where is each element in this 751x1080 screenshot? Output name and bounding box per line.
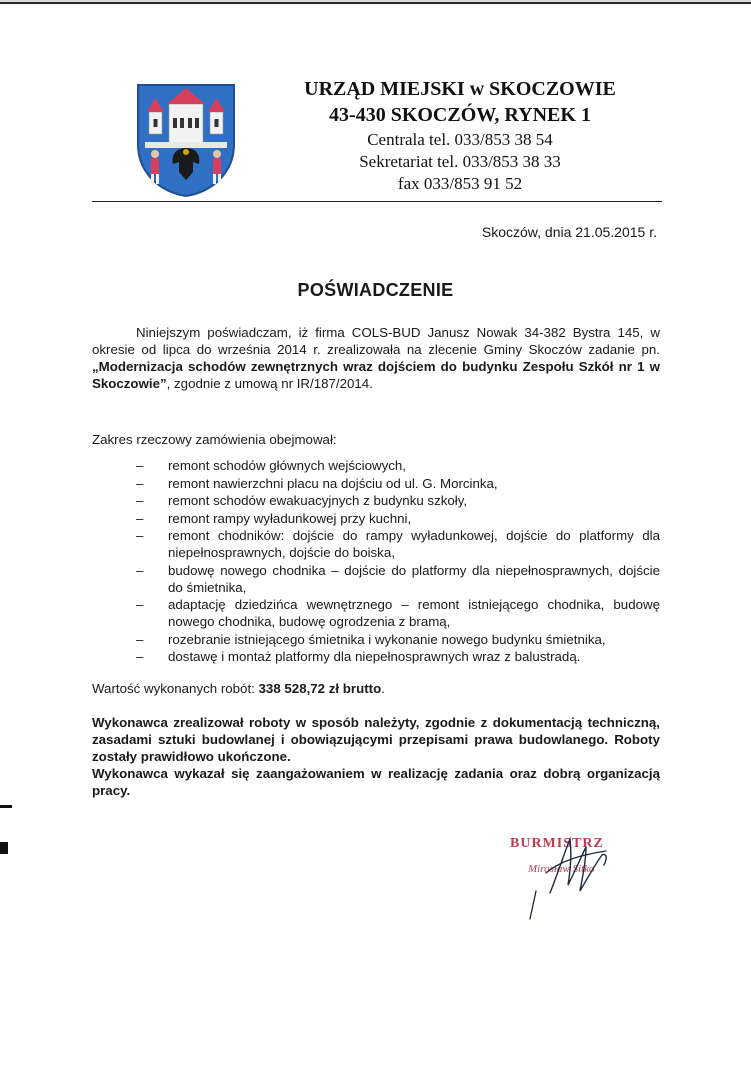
list-item <box>92 648 660 665</box>
stamp-name: Mirosław Sitko <box>528 863 595 875</box>
list-dash: – <box>136 475 144 491</box>
list-item <box>92 596 660 630</box>
list-item-text: budowę nowego chodnika – dojście do platformy dla niepełnosprawnych, dojście do śmietnika, <box>168 562 660 595</box>
work-value <box>92 681 385 696</box>
scope-heading: Zakres rzeczowy zamówienia obejmował: <box>92 432 337 447</box>
office-phone-secretariat: Sekretariat tel. 033/853 38 33 <box>359 152 561 171</box>
document-date: Skoczów, dnia 21.05.2015 r. <box>481 224 657 240</box>
closing-line-quality: Wykonawca zrealizował roboty w sposób należyty, zgodnie z dokumentacją techniczną, zasadami sztuki budowlanej i obowiązującymi przepisami prawa budowlanego. Roboty zostały prawidłowo ukończone. <box>92 715 660 764</box>
list-item-text: remont schodów ewakuacyjnych z budynku szkoły, <box>168 493 468 508</box>
work-value-end: . <box>381 681 385 696</box>
scan-top-line <box>0 2 751 4</box>
stamp-title: BURMISTRZ <box>510 836 604 851</box>
list-dash: – <box>136 458 144 473</box>
list-dash: – <box>136 597 144 612</box>
list-dash: – <box>136 631 144 647</box>
task-name: „Modernizacja schodów zewnętrznych wraz dojściem do budynku Zespołu Szkół nr 1 w Skoczowie” <box>92 359 660 391</box>
intro-text-end: , zgodnie z umową nr IR/187/2014. <box>166 376 373 391</box>
list-item <box>92 492 660 509</box>
list-item <box>92 457 660 474</box>
office-fax: fax 033/853 91 52 <box>397 174 523 193</box>
list-item <box>92 510 660 527</box>
list-item-text: dostawę i montaż platformy dla niepełnosprawnych wraz z balustradą. <box>168 649 581 664</box>
work-value-amount: 338 528,72 zł brutto <box>258 681 382 696</box>
list-dash: – <box>136 510 144 526</box>
office-phone-central: Centrala tel. 033/853 38 54 <box>367 130 553 149</box>
list-item <box>92 527 660 561</box>
city-coat-of-arms-icon <box>135 82 237 198</box>
closing-line-engagement: Wykonawca wykazał się zaangażowaniem w realizację zadania oraz dobrą organizacją pracy. <box>92 766 660 798</box>
list-item <box>92 631 660 648</box>
list-item-text: remont chodników: dojście do rampy wyładunkowej, dojście do platformy dla niepełnosprawnych, dojście do boiska, <box>168 528 660 560</box>
list-item <box>92 475 660 492</box>
list-dash: – <box>136 528 144 543</box>
mayor-stamp <box>510 833 650 933</box>
work-value-label: Wartość wykonanych robót: <box>92 681 259 696</box>
list-item-text: adaptację dziedzińca wewnętrznego – remont istniejącego chodnika, budowę nowego chodnika, budowę ogrodzenia z bramą, <box>168 597 660 629</box>
office-address: 43-430 SKOCZÓW, RYNEK 1 <box>329 104 591 126</box>
list-item <box>92 562 660 596</box>
list-item-text: remont nawierzchni placu na dojściu od ul. G. Morcinka, <box>168 475 498 491</box>
document-title: POŚWIADCZENIE <box>297 280 454 300</box>
list-dash: – <box>136 493 144 508</box>
handwritten-signature-icon <box>510 833 650 933</box>
office-name: URZĄD MIEJSKI w SKOCZOWIE <box>304 78 616 100</box>
scan-margin-mark <box>0 805 12 808</box>
list-dash: – <box>136 562 144 578</box>
scan-margin-mark <box>0 842 8 854</box>
list-item-text: rozebranie istniejącego śmietnika i wykonanie nowego budynku śmietnika, <box>168 631 606 647</box>
list-item-text: remont schodów głównych wejściowych, <box>168 458 406 473</box>
scope-list <box>92 457 660 666</box>
header-divider <box>92 201 662 202</box>
intro-text: Niniejszym poświadczam, iż firma COLS-BUD Janusz Nowak 34-382 Bystra 145, w okresie od lipca do września 2014 r. zrealizowała na zlecenie Gminy Skoczów zadanie pn. <box>92 325 660 357</box>
intro-paragraph <box>92 324 660 392</box>
closing-statement <box>92 714 660 799</box>
list-item-text: remont rampy wyładunkowej przy kuchni, <box>168 510 412 526</box>
list-dash: – <box>136 649 144 664</box>
